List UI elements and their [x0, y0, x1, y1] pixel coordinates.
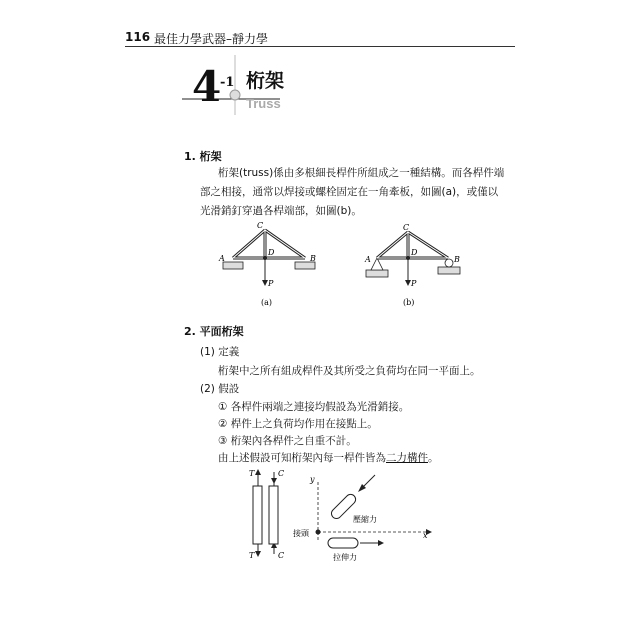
truss-figure-a: [215, 222, 325, 317]
fig-b-label-c: C: [403, 223, 410, 232]
assumption-title: (2) 假設: [200, 383, 240, 395]
fig-a-label-a: A: [219, 254, 225, 263]
fig-b-label-a: A: [365, 255, 371, 264]
para-line-3: 光滑銷釘穿過各桿端部，如圖(b)。: [200, 205, 362, 217]
label-tension: 拉伸力: [333, 553, 357, 562]
conclusion-end: 。: [428, 452, 439, 464]
joint-force-figure: [290, 470, 440, 565]
fig-b-label-d: D: [411, 248, 418, 257]
section-title: 桁架: [246, 70, 285, 92]
fig-a-caption: (a): [261, 298, 273, 307]
fig-b-label-b: B: [454, 255, 460, 264]
page-number: 116: [125, 30, 151, 44]
assumption-item-3: ③ 桁架內各桿件之自重不計。: [218, 435, 357, 447]
axis-y-label: y: [310, 475, 315, 484]
fig-a-label-p: P: [268, 279, 274, 288]
definition-title: (1) 定義: [200, 346, 240, 358]
label-t-top: T: [249, 469, 255, 478]
heading-1: 1. 桁架: [184, 150, 222, 163]
fig-a-label-d: D: [268, 248, 275, 257]
conclusion: [218, 450, 439, 465]
section-number: 4: [192, 62, 220, 111]
header-rule: [125, 46, 515, 47]
assumption-item-1: ① 各桿件兩端之連接均假設為光滑銷接。: [218, 401, 410, 413]
definition-text: 桁架中之所有組成桿件及其所受之負荷均在同一平面上。: [218, 365, 481, 377]
axis-x-label: x: [423, 531, 428, 540]
assumption-item-2: ② 桿件上之負荷均作用在接點上。: [218, 418, 378, 430]
fig-a-label-b: B: [310, 254, 316, 263]
label-c-top: C: [278, 469, 285, 478]
fig-b-label-p: P: [411, 279, 417, 288]
heading-2: 2. 平面桁架: [184, 325, 244, 338]
fig-b-caption: (b): [403, 298, 415, 307]
label-c-bottom: C: [278, 551, 285, 560]
section-subnumber: -1: [220, 75, 235, 90]
two-force-member-term: 二力構件: [386, 452, 428, 464]
section-title-en: Truss: [246, 96, 281, 111]
para-line-1: 桁架(truss)係由多根細長桿件所組成之一種結構。而各桿件端: [218, 167, 505, 179]
running-title: 最佳力學武器–靜力學: [154, 32, 269, 46]
label-joint: 接頭: [293, 529, 309, 538]
label-t-bottom: T: [249, 551, 255, 560]
para-line-2: 部之相接，通常以焊接或螺栓固定在一角牽板，如圖(a)，或僅以: [200, 186, 499, 198]
fig-a-label-c: C: [257, 222, 264, 230]
conclusion-text: 由上述假設可知桁架內每一桿件皆為: [218, 452, 386, 464]
truss-figure-b: [360, 222, 470, 317]
label-compression: 壓縮力: [353, 515, 377, 524]
